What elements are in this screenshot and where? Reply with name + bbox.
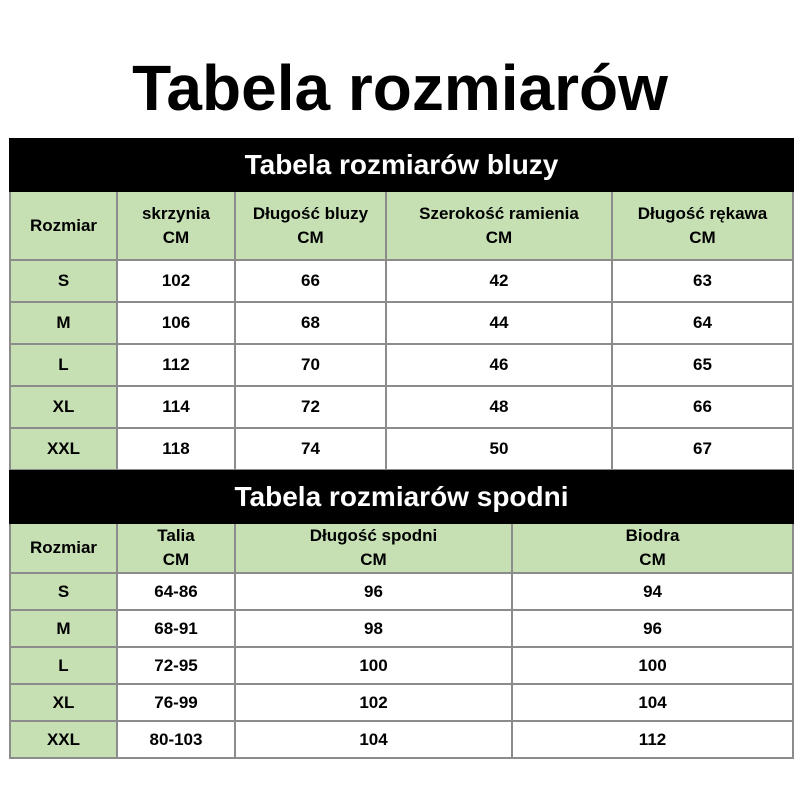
- value-cell: 64-86: [117, 573, 235, 610]
- column-header: Rozmiar: [10, 523, 117, 573]
- value-cell: 68: [235, 302, 386, 344]
- value-cell: 96: [512, 610, 793, 647]
- size-cell: XXL: [10, 428, 117, 470]
- value-cell: 118: [117, 428, 235, 470]
- column-header: skrzynia CM: [117, 191, 235, 260]
- table-row: [10, 684, 793, 721]
- value-cell: 100: [235, 647, 512, 684]
- value-cell: 46: [386, 344, 612, 386]
- value-cell: 114: [117, 386, 235, 428]
- size-cell: S: [10, 260, 117, 302]
- value-cell: 94: [512, 573, 793, 610]
- size-cell: S: [10, 573, 117, 610]
- value-cell: 72: [235, 386, 386, 428]
- column-header: Talia CM: [117, 523, 235, 573]
- size-cell: L: [10, 647, 117, 684]
- value-cell: 50: [386, 428, 612, 470]
- value-cell: 96: [235, 573, 512, 610]
- jacket-table-heading: Tabela rozmiarów bluzy: [10, 139, 793, 191]
- table-row: [10, 610, 793, 647]
- value-cell: 66: [612, 386, 793, 428]
- value-cell: 63: [612, 260, 793, 302]
- size-cell: M: [10, 302, 117, 344]
- table-row: [10, 647, 793, 684]
- value-cell: 104: [235, 721, 512, 758]
- value-cell: 100: [512, 647, 793, 684]
- table-row: [10, 302, 793, 344]
- value-cell: 104: [512, 684, 793, 721]
- size-cell: XL: [10, 386, 117, 428]
- value-cell: 66: [235, 260, 386, 302]
- pants-header-row: [10, 523, 793, 573]
- jacket-size-table: [9, 138, 794, 471]
- column-header: Rozmiar: [10, 191, 117, 260]
- pants-table-heading: Tabela rozmiarów spodni: [10, 471, 793, 523]
- column-header: Długość rękawa CM: [612, 191, 793, 260]
- value-cell: 65: [612, 344, 793, 386]
- value-cell: 74: [235, 428, 386, 470]
- value-cell: 68-91: [117, 610, 235, 647]
- pants-size-table: [9, 470, 794, 759]
- value-cell: 72-95: [117, 647, 235, 684]
- value-cell: 42: [386, 260, 612, 302]
- table-row: [10, 386, 793, 428]
- column-header: Długość bluzy CM: [235, 191, 386, 260]
- page-title: Tabela rozmiarów: [132, 52, 668, 124]
- size-cell: XXL: [10, 721, 117, 758]
- column-header: Szerokość ramienia CM: [386, 191, 612, 260]
- value-cell: 112: [512, 721, 793, 758]
- table-row: [10, 573, 793, 610]
- size-cell: L: [10, 344, 117, 386]
- size-cell: XL: [10, 684, 117, 721]
- value-cell: 76-99: [117, 684, 235, 721]
- value-cell: 102: [117, 260, 235, 302]
- value-cell: 80-103: [117, 721, 235, 758]
- jacket-header-row: [10, 191, 793, 260]
- value-cell: 106: [117, 302, 235, 344]
- value-cell: 98: [235, 610, 512, 647]
- table-row: [10, 721, 793, 758]
- value-cell: 48: [386, 386, 612, 428]
- value-cell: 112: [117, 344, 235, 386]
- column-header: Długość spodni CM: [235, 523, 512, 573]
- value-cell: 64: [612, 302, 793, 344]
- size-cell: M: [10, 610, 117, 647]
- column-header: Biodra CM: [512, 523, 793, 573]
- value-cell: 102: [235, 684, 512, 721]
- table-row: [10, 428, 793, 470]
- table-row: [10, 344, 793, 386]
- value-cell: 70: [235, 344, 386, 386]
- value-cell: 44: [386, 302, 612, 344]
- value-cell: 67: [612, 428, 793, 470]
- table-row: [10, 260, 793, 302]
